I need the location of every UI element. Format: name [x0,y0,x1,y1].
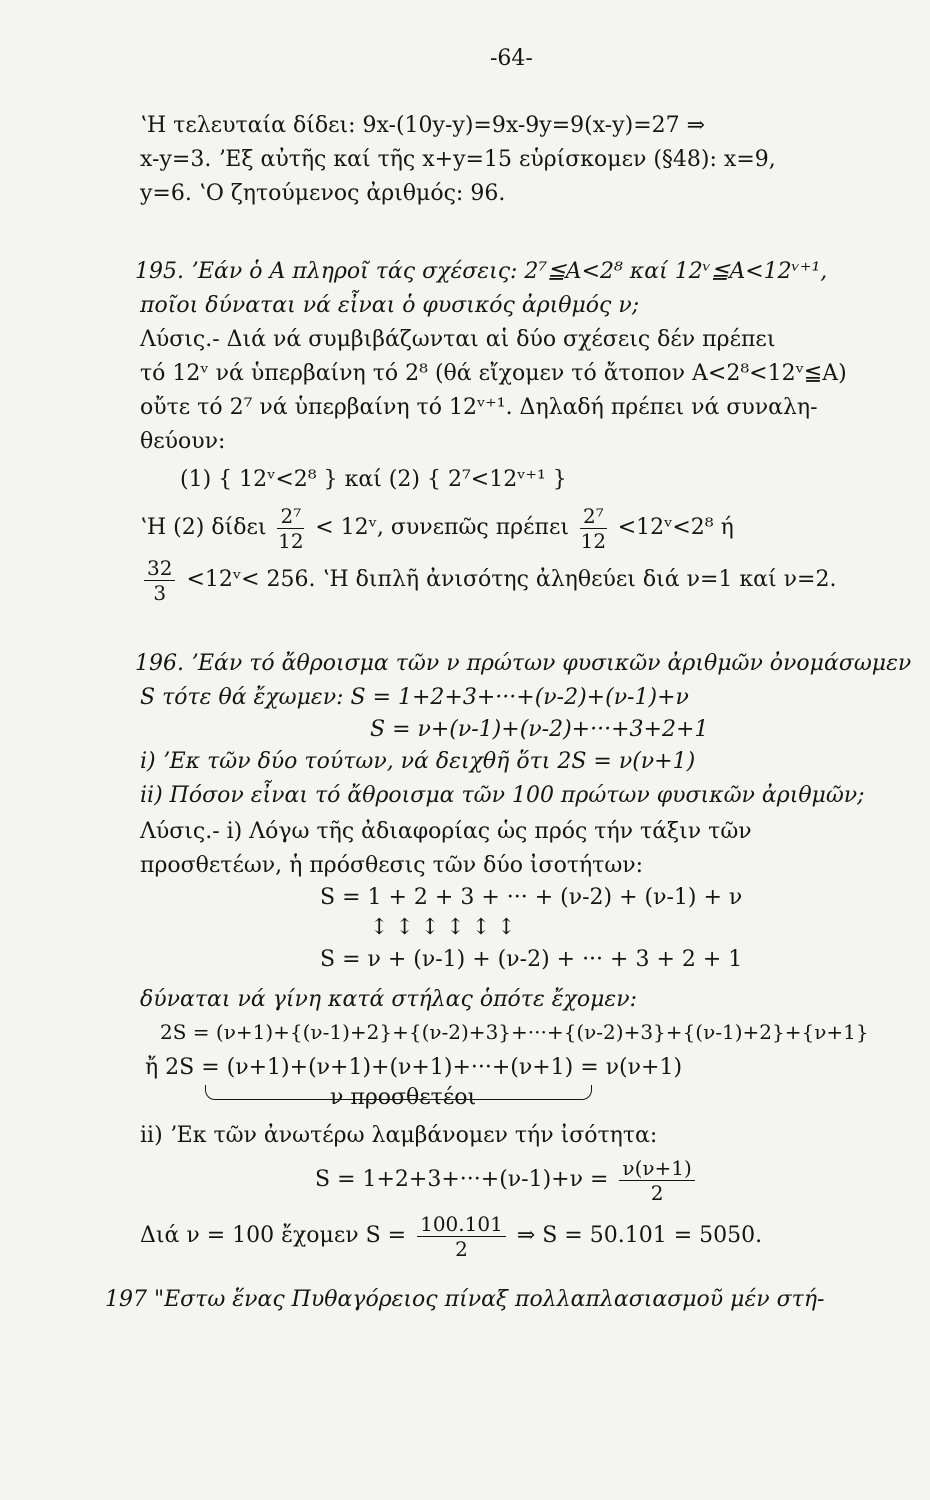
underbrace-label: ν προσθετέοι [330,1085,477,1110]
text-fragment: ʽΗ (2) δίδει [140,515,267,540]
text-line: x-y=3. ʼΕξ αὐτῆς καί τῆς x+y=15 εὑρίσκομεν (§48): x=9, [140,147,776,172]
fraction: $\frac{100.101}{2}$ [417,1212,506,1261]
text-line: ποῖοι δύναται νά εἶναι ὁ φυσικός ἀριθμός ν; [140,293,640,318]
problem-195-statement: 195. ʼΕάν ὁ A πληροῖ τάς σχέσεις: 2⁷≦A<2⁸ καί 12ᵛ≦A<12ᵛ⁺¹, [135,259,828,284]
sum-forward: S = 1 + 2 + 3 + ··· + (ν-2) + (ν-1) + ν [320,885,743,910]
column-sum-simplified: ἤ 2S = (ν+1)+(ν+1)+(ν+1)+···+(ν+1) = ν(ν+1) [145,1055,683,1080]
page-number: -64- [490,46,533,71]
text-line: οὔτε τό 2⁷ νά ὑπερβαίνη τό 12ᵛ⁺¹. Δηλαδή πρέπει νά συναλη- [140,395,818,420]
text-fragment: < 12ᵛ, συνεπῶς πρέπει [315,515,569,540]
text-line: i) ʼΕκ τῶν δύο τούτων, νά δειχθῆ ὅτι 2S = ν(ν+1) [140,749,696,774]
inequality-pair: (1) { 12ᵛ<2⁸ } καί (2) { 2⁷<12ᵛ⁺¹ } [180,467,567,492]
formula-line [140,1208,762,1264]
text-line: ii) Πόσον εἶναι τό ἄθροισμα τῶν 100 πρώτων φυσικῶν ἀριθμῶν; [140,783,865,808]
text-line: y=6. ʽΟ ζητούμενος ἀριθμός: 96. [140,181,506,206]
text-line: τό 12ᵛ νά ὑπερβαίνη τό 2⁸ (θά εἴχομεν τό ἄτοπον A<2⁸<12ᵛ≦A) [140,361,847,386]
text-line: θεύουν: [140,429,226,454]
text-line: δύναται νά γίνη κατά στήλας ὁπότε ἔχομεν: [140,987,638,1012]
text-line: S τότε θά ἔχωμεν: S = 1+2+3+···+(ν-2)+(ν-1)+ν [140,685,689,710]
text-fragment: S = 1+2+3+···+(ν-1)+ν = [315,1167,609,1192]
formula-line [315,1152,699,1208]
text-fragment: <12ᵛ<2⁸ ή [617,515,734,540]
fraction: $\frac{\text{2⁷}}{12}$ [278,503,304,553]
solution-heading: Λύσις.- i) Λόγω τῆς ἀδιαφορίας ὡς πρός τήν τάξιν τῶν [140,819,752,844]
problem-196-statement: 196. ʼΕάν τό ἄθροισμα τῶν ν πρώτων φυσικῶν ἀριθμῶν ὀνομάσωμεν [135,651,912,676]
text-line [140,552,836,608]
text-fragment: Διά ν = 100 ἔχομεν S = [140,1223,407,1248]
sum-backward: S = ν + (ν-1) + (ν-2) + ··· + 3 + 2 + 1 [320,947,743,972]
fraction: $\frac{\text{2⁷}}{12}$ [580,503,607,553]
column-sum: 2S = (ν+1)+{(ν-1)+2}+{(ν-2)+3}+···+{(ν-2)+3}+{(ν-1)+2}+{ν+1} [160,1020,869,1044]
column-arrows: ↕ ↕ ↕ ↕ ↕ ↕ [370,915,516,940]
text-line: ii) ʼΕκ τῶν ἀνωτέρω λαμβάνομεν τήν ἰσότητα: [140,1123,658,1148]
text-line: S = ν+(ν-1)+(ν-2)+···+3+2+1 [370,717,709,742]
fraction: $\frac{32}{3}$ [144,556,175,605]
solution-heading: Λύσις.- Διά νά συμβιβάζωνται αἱ δύο σχέσεις δέν πρέπει [140,327,776,352]
text-line: ʽΗ τελευταία δίδει: 9x-(10y-y)=9x-9y=9(x-y)=27 ⇒ [140,113,706,138]
fraction: $\frac{\nu(\nu+1)}{2}$ [619,1156,694,1205]
text-line: προσθετέων, ἡ πρόσθεσις τῶν δύο ἰσοτήτων: [140,853,644,878]
problem-197-statement: 197 "Εστω ἕνας Πυθαγόρειος πίναξ πολλαπλασιασμοῦ μέν στή- [105,1287,825,1312]
text-fragment: <12ᵛ< 256. ʽΗ διπλῆ ἀνισότης ἀληθεύει διά ν=1 καί ν=2. [186,567,837,592]
text-fragment: ⇒ S = 50.101 = 5050. [516,1223,763,1248]
text-line [140,500,734,556]
